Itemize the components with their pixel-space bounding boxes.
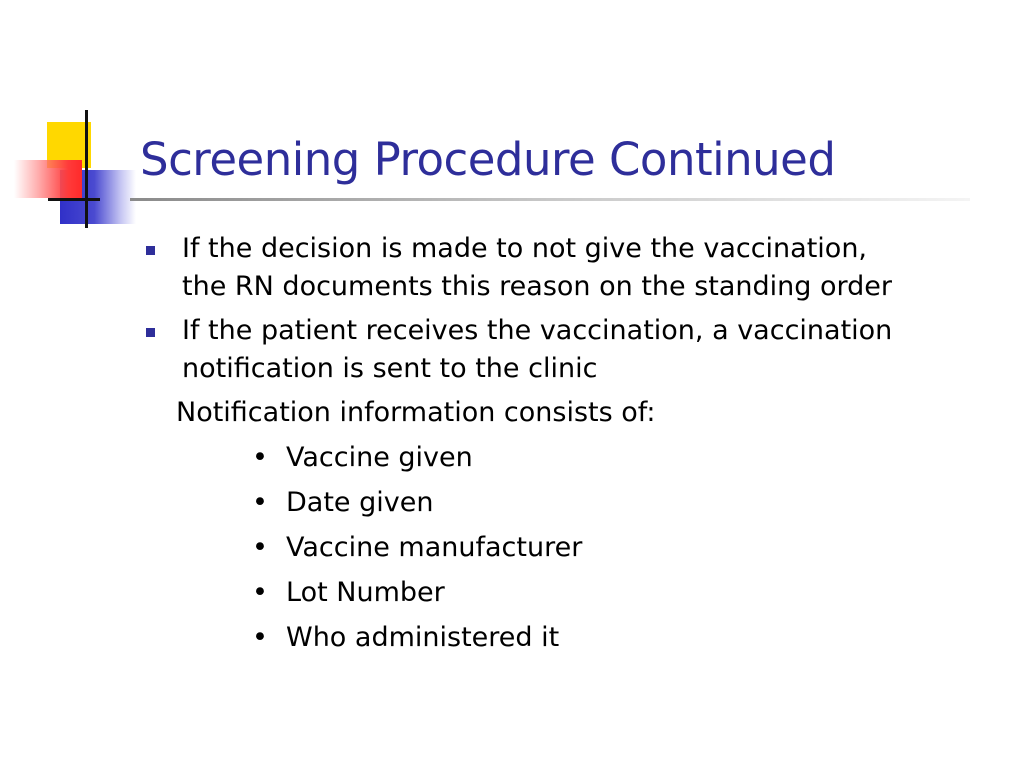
dot-bullet-icon: • bbox=[252, 532, 268, 563]
bullet-item bbox=[140, 230, 1000, 306]
list-item-text: Who administered it bbox=[286, 622, 560, 653]
square-bullet-icon bbox=[146, 328, 155, 337]
list-item bbox=[252, 619, 1000, 657]
dot-bullet-icon: • bbox=[252, 487, 268, 518]
bullet-text: If the patient receives the vaccination, a vaccination notification is sent to the clinic bbox=[182, 315, 893, 384]
logo-vertical-line bbox=[85, 110, 88, 228]
list-item-text: Lot Number bbox=[286, 577, 445, 608]
bullet-text: If the decision is made to not give the vaccination, the RN documents this reason on the standing order bbox=[182, 233, 892, 302]
slide-body bbox=[140, 230, 1000, 664]
list-item bbox=[252, 439, 1000, 477]
list-item-text: Vaccine given bbox=[286, 442, 473, 473]
logo-horizontal-line bbox=[48, 198, 100, 201]
list-item-text: Date given bbox=[286, 487, 434, 518]
list-item bbox=[252, 484, 1000, 522]
dot-bullet-icon: • bbox=[252, 442, 268, 473]
notification-heading: Notification information consists of: bbox=[176, 397, 656, 428]
list-item-text: Vaccine manufacturer bbox=[286, 532, 583, 563]
logo-red-square bbox=[14, 160, 82, 198]
bullet-item bbox=[140, 312, 1000, 388]
square-bullet-icon bbox=[146, 246, 155, 255]
slide-title: Screening Procedure Continued bbox=[140, 133, 836, 186]
title-underline bbox=[130, 198, 970, 201]
corner-logo-graphic bbox=[0, 0, 160, 240]
list-item bbox=[252, 574, 1000, 612]
notification-info-list bbox=[140, 439, 1000, 657]
dot-bullet-icon: • bbox=[252, 622, 268, 653]
dot-bullet-icon: • bbox=[252, 577, 268, 608]
list-item bbox=[252, 529, 1000, 567]
